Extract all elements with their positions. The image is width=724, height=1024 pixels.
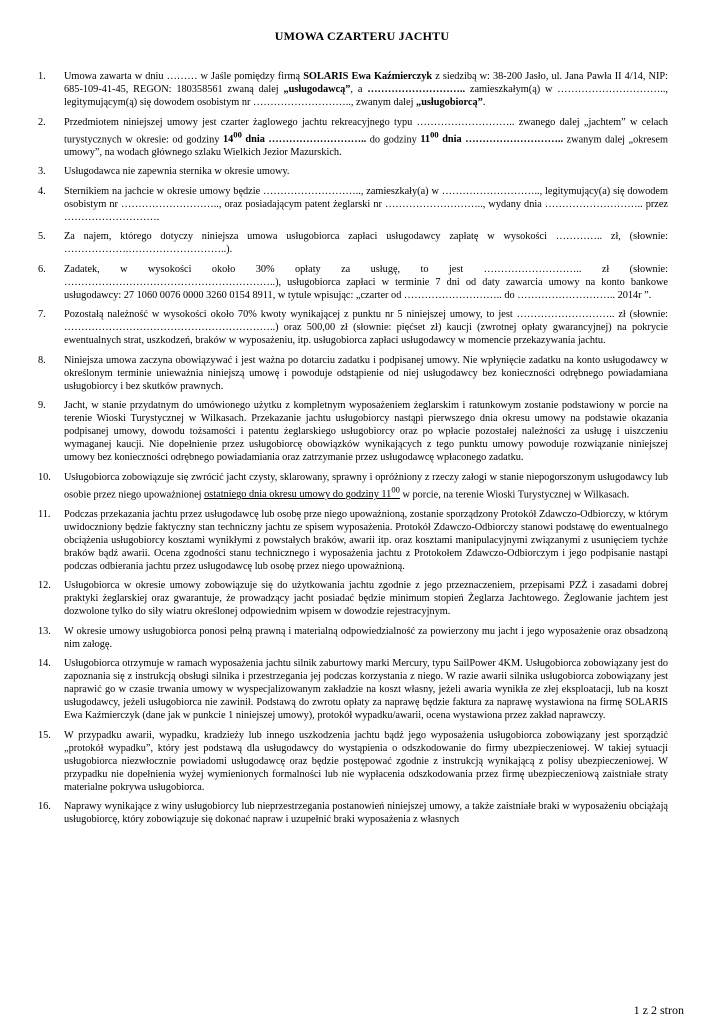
clause-item bbox=[38, 308, 668, 347]
clause-text: W przypadku awarii, wypadku, kradzieży lub innego uszkodzenia jachtu bądź jego wyposażenia usługobiorca zobowiązany jest sporządzić „protokół wypadku”, który jest podstawą dla usługodawcy do wystąpienia o odszkodowanie do firmy ubezpieczeniowej. W takiej sytuacji usługobiorca niezwłocznie powiadomi usługodawcę oraz będzie postępować zgodnie z instrukcją wynikającą z polisy ubezpieczeniowej. W przypadku nie dopełnienia wyżej wymienionych formalności lub nie wypłacenia odszkodowania przez firmę ubezpieczeniową zaistniałe straty materialne pokrywa usługobiorca. bbox=[64, 729, 668, 793]
clause-text: Niniejsza umowa zaczyna obowiązywać i jest ważna po dotarciu zadatku i podpisanej umowy. Nie wpłynięcie zadatku na konto usługodawcy w określonym terminie unieważnia niniejszą umowę i powoduje odstąpienie od niej usługodawcy bez konieczności odrębnego powiadamiana usługobiorcy i bez skutków prawnych. bbox=[64, 354, 668, 392]
clause-item bbox=[38, 185, 668, 224]
document-title: UMOWA CZARTERU JACHTU bbox=[274, 29, 450, 43]
page-number: 1 z 2 stron bbox=[633, 1003, 684, 1017]
clause-number: 12. bbox=[38, 580, 51, 592]
clause-item bbox=[38, 354, 668, 393]
clause-text: Usługobiorca otrzymuje w ramach wyposażenia jachtu silnik zaburtowy marki Mercury, typu SailPower 4KM. Usługobiorca zobowiązany jest do zapoznania się z instrukcją obsługi silnika i przestrzegania jej podczas korzystania z niego. W razie awarii silnika usługobiorca zobowiązany jest naprawić go w czasie trwania umowy w wyspecjalizowanym zakładzie na koszt własny, jeżeli awaria wynikła ze złej eksploatacji, lub na koszt usługodawcy, jeżeli usługobiorca nie zawinił. Podstawą do zwrotu opłaty za naprawę będzie faktura za naprawę wystawiona na firmę SOLARIS Ewa Kaźmierczyk (dane jak w punkcie 1 niniejszej umowy), protokół wypadku/awarii, ocena wystawiona przez zakład naprawczy. bbox=[64, 658, 668, 722]
clause-item bbox=[38, 230, 668, 256]
clause-number: 11. bbox=[38, 508, 51, 520]
clause-number: 7. bbox=[38, 309, 46, 321]
clause-number: 3. bbox=[38, 166, 46, 178]
clause-item bbox=[38, 729, 668, 794]
clause-item bbox=[38, 399, 668, 464]
clause-number: 9. bbox=[38, 400, 46, 412]
clause-number: 8. bbox=[38, 354, 46, 366]
clause-item bbox=[38, 70, 668, 109]
clause-text: Usługodawca nie zapewnia sternika w okresie umowy. bbox=[64, 166, 290, 178]
clause-number: 15. bbox=[38, 729, 51, 741]
clause-number: 16. bbox=[38, 801, 51, 813]
clause-item bbox=[38, 471, 668, 501]
clause-item bbox=[38, 800, 668, 826]
clause-item bbox=[38, 508, 668, 573]
clause-item bbox=[38, 263, 668, 302]
clause-text: Umowa zawarta w dniu ……… w Jaśle pomiędzy firmą SOLARIS Ewa Kaźmierczyk z siedzibą w: 38-200 Jasło, ul. Jana Pawła II 4/14, NIP: 685-109-41-45, REGON: 180358561 zwaną dalej „usługodawcą”, a ……………………….. zamieszkałym(ą) w ………………………….., legitymującym(ą) się dowodem osobistym nr ……………………….., zwanym dalej „usługobiorcą”. bbox=[64, 71, 669, 108]
clause-item bbox=[38, 165, 668, 178]
clause-number: 1. bbox=[38, 71, 46, 82]
clause-item bbox=[38, 657, 668, 722]
clause-number: 5. bbox=[38, 231, 46, 243]
clause-number: 13. bbox=[38, 625, 51, 637]
clause-text: Zadatek, w wysokości około 30% opłaty za usługę, to jest ……………………….. zł (słownie: ……………………………………………………..), usługobiorca zapłaci w terminie 7 dni od daty zawarcia umowy na konto bankowe usługodawcy: 27 1060 0076 0000 3260 0154 8911, w tytule wpisując: „czarter od ……………………….. do ……………………….. 2014r ”. bbox=[64, 263, 668, 301]
clause-number: 6. bbox=[38, 263, 46, 275]
clause-item bbox=[38, 579, 668, 618]
clause-text: Za najem, którego dotyczy niniejsza umowa usługobiorca zapłaci usługodawcy zapłatę w wysokości ………….. zł, (słownie: ……………….………………………..). bbox=[64, 231, 668, 256]
clause-number: 4. bbox=[38, 185, 46, 197]
clause-item bbox=[38, 116, 668, 159]
clause-text: Sternikiem na jachcie w okresie umowy będzie ……………………….., zamieszkały(a) w ……………………….., legitymujący(a) się dowodem osobistym nr ……………………….., oraz posiadającym patent żeglarski nr ……………………….., wydany dnia ……………………….. przez ………………………. bbox=[64, 185, 668, 223]
clause-item bbox=[38, 625, 668, 651]
clause-number: 10. bbox=[38, 471, 51, 483]
clause-text: W okresie umowy usługobiorca ponosi pełną prawną i materialną odpowiedzialność za powierzony mu jacht i jego wyposażenie oraz obsadzoną nim załogę. bbox=[64, 625, 668, 650]
clause-text: Usługobiorca w okresie umowy zobowiązuje się do użytkowania jachtu zgodnie z jego przeznaczeniem, przepisami PZŻ i zasadami dobrej praktyki żeglarskiej oraz gwarantuje, że prowadzący jacht posiadać będzie minimum stopień Żeglarza Jachtowego. Żeglowanie jachtem jest dozwolone tylko do siły wiatru określonej odpowiednim wpisem w dowodzie rejestracyjnym. bbox=[64, 580, 668, 618]
clause-text: Pozostałą należność w wysokości około 70% kwoty wynikającej z punktu nr 5 niniejszej umowy, to jest ……………………….. zł (słownie: ……………………………………………………..) oraz 500,00 zł (słownie: pięćset zł) kaucji (zwrotnej opłaty gwarancyjnej) na pokrycie ewentualnych strat, uszkodzeń, braków w wyposażeniu, itp. usługobiorca zapłaci usługodawcy w momencie przekazywania jachtu. bbox=[64, 309, 668, 347]
clause-text: Naprawy wynikające z winy usługobiorcy lub nieprzestrzegania postanowień niniejszej umowy, a także zaistniałe braki w wyposażeniu obciążają usługobiorcę, który zobowiązuje się dokonać napraw i uzupełnić braki wyposażenia z własnych bbox=[64, 801, 668, 826]
clause-text: Podczas przekazania jachtu przez usługodawcę lub osobę prze niego upoważnioną, zostanie sporządzony Protokół Zdawczo-Odbiorczy, w którym uwidoczniony będzie faktyczny stan techniczny jachtu ze spisem wyposażenia. Protokół Zdawczo-Odbiorczy stanowi podstawę do ewentualnego obciążenia usługobiorcy kosztami wynikłymi z powstałych braków, awarii itp. oraz kosztami manipulacyjnymi związanymi z usunięciem tychże braków bądź awarii. Ocena zgodności stanu technicznego i wyposażenia jachtu z Protokołem Zdawczo-Odbiorczym i jego podpisanie nastąpi podczas odbierania jachtu przez usługodawcę lub osobę przez niego upoważnioną. bbox=[64, 508, 668, 572]
clause-text: Przedmiotem niniejszej umowy jest czarter żaglowego jachtu rekreacyjnego typu ……………………….. zwanego dalej „jachtem” w celach turystycznych w okresie: od godziny $14^{00}$ dnia ……………………….. do godziny $11^{00}$ dnia ……………………….. zwanym dalej „okresem umowy”, na wodach głównego szlaku Wielkich Jezior Mazurskich. bbox=[64, 116, 669, 158]
clause-number: 14. bbox=[38, 658, 51, 670]
clause-list bbox=[38, 70, 668, 833]
clause-text: Jacht, w stanie przydatnym do umówionego użytku z kompletnym wyposażeniem żeglarskim i ratunkowym zostanie podstawiony w porcie na terenie Wioski Turystycznej w Wilkasach. Przekazanie jachtu usługobiorcy nastąpi pierwszego dnia okresu umowy na podstawie okazania podpisanej umowy, dowodu tożsamości i patentu żeglarskiego usługobiorcy oraz po wpłacie pozostałej należności za usługę i uiszczeniu wymaganej kaucji. Nie dopełnienie przez usługobiorcę obowiązków wynikających z tego punktu umowy powoduje rozwiązanie niniejszej umowy bez konieczności odrębnego powiadamiania oraz zatrzymanie przez usługodawcę wpłaconego zadatku. bbox=[64, 400, 668, 464]
clause-number: 2. bbox=[38, 116, 46, 128]
clause-text: Usługobiorca zobowiązuje się zwrócić jacht czysty, sklarowany, sprawny i opróżniony z rzeczy załogi w stanie niepogorszonym usługodawcy lub osobie przez niego upoważnionej ostatniego dnia okresu umowy do godziny $11^{00}$ w porcie, na terenie Wioski Turystycznej w Wilkasach. bbox=[64, 471, 668, 501]
